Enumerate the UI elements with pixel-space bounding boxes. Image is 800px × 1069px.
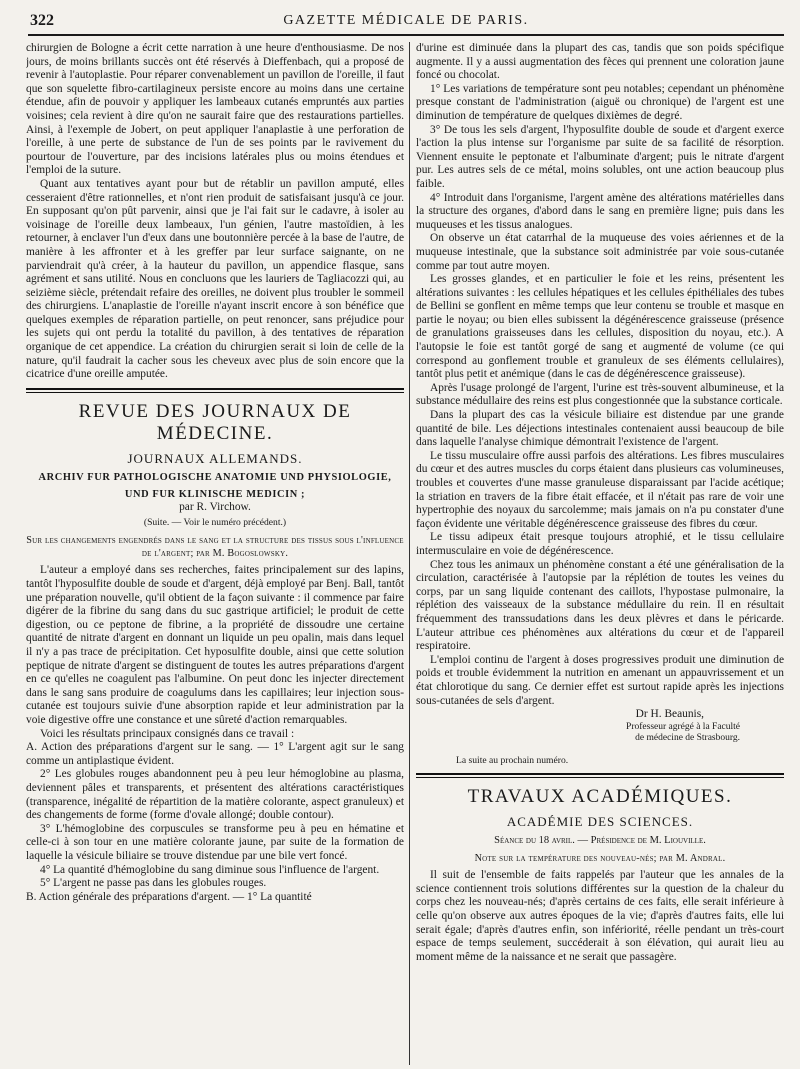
journal-name-line2: UND FUR KLINISCHE MEDICIN ;: [124, 488, 306, 500]
paragraph: A. Action des préparations d'argent sur le sang. — 1° L'argent agit sur le sang comme un antiplastique évident.: [26, 741, 404, 767]
paragraph: chirurgien de Bologne a écrit cette narration à une heure d'enthousiasme. De nos jours, de moins brillants succès ont été réservés à Dieffenbach, qui a proposé de revenir à l'autoplastie. Pour réparer convenablement un pavillon de l'oreille, il faut que son squelette fibro-cartilagineux persiste encore au moins dans une certaine étendue, afin de pouvoir y appliquer les lambeaux cutanés empruntés aux parties voisines; cela revient à dire qu'on ne saurait faire que des restaurations partielles. Ainsi, à l'exemple de Jobert, on peut appliquer l'anaplastie à une perforation de l'oreille, à une perte de substance de l'un de ses points par le ravivement du pourtour de l'ouverture, par des incisions latérales plus ou moins étendues et l'emploi de la suture.: [26, 42, 404, 177]
page-number: 322: [30, 12, 54, 29]
journal-name-line1: ARCHIV FUR PATHOLOGISCHE ANATOMIE UND PHYSIOLOGIE,: [38, 471, 392, 483]
suite-note: (Suite. — Voir le numéro précédent.): [143, 517, 287, 529]
section-subtitle-academie: ACADÉMIE DES SCIENCES.: [506, 814, 694, 830]
left-column: [26, 42, 404, 1065]
section-subtitle: JOURNAUX ALLEMANDS.: [127, 450, 303, 466]
paragraph: Le tissu adipeux était presque toujours atrophié, et le tissu cellulaire intermusculaire en voie de dégénérescence.: [416, 531, 784, 557]
paragraph: 3° De tous les sels d'argent, l'hyposulfite double de soude et d'argent exerce l'action la plus intense sur l'organisme par suite de sa facilité de résorption. Viennent ensuite le peptonate et l'albuminate d'argent; puis le nitrate d'argent pur. Les autres sels de ce métal, moins solubles, ont une action beaucoup plus faible.: [416, 123, 784, 190]
paragraph: Les grosses glandes, et en particulier le foie et les reins, présentent les altérations suivantes : les cellules hépatiques et les cellules épithéliales des tubes de Bellini se gonflent en même temps que leur contenu se trouble et masque en partie le noyau; ou bien elles subissent la dégénérescence graisseuse (présence de granulations graisseuses dans les cellules, disposition du noyau, etc.). A l'autopsie le foie est tantôt gorgé de sang et augmenté de volume (ce qui correspond au gonflement trouble et granuleux de ses éléments cellulaires), tantôt plus petit et anémique (dans le cas de dégénérescence graisseuse).: [416, 273, 784, 381]
journal-author: par R. Virchow.: [179, 500, 251, 513]
section-title-travaux: TRAVAUX ACADÉMIQUES.: [467, 786, 733, 808]
paragraph: On observe un état catarrhal de la muqueuse des voies aériennes et de la muqueuse intestinale, que la substance soit administrée par voie sous-cutanée comme par tout autre moyen.: [416, 232, 784, 272]
paragraph: Chez tous les animaux un phénomène constant a été une généralisation de la circulation, caractérisée à l'autopsie par la réplétion de toutes les veines du corps, par un sang liquide contenant des caillots, l'hypostase pulmonaire, la réplétion des vaisseaux de la substance médullaire du rein. Il en résultait fréquemment des transsudations dans les deux plèvres et dans le péricarde. L'auteur attribue ces phénomènes aux altérations du cœur et de l'appareil respiratoire.: [416, 558, 784, 653]
signature-affiliation-2: de médecine de Strasbourg.: [635, 732, 740, 743]
paragraph: 4° La quantité d'hémoglobine du sang diminue sous l'influence de l'argent.: [40, 863, 380, 876]
section-title-revue: REVUE DES JOURNAUX DE MÉDECINE.: [78, 400, 352, 444]
paragraph: 5° L'argent ne passe pas dans les globules rouges.: [40, 877, 267, 890]
paragraph: 3° L'hémoglobine des corpuscules se transforme peu à peu en hématine et celle-ci à son tour en une matière colorante jaune, par suite de la formation de laquelle la vésicule biliaire se trouve distendue par une bile vert foncé.: [26, 822, 404, 862]
section-divider: [26, 388, 404, 393]
section-divider: [416, 773, 784, 778]
session-line: Séance du 18 avril. — Présidence de M. Liouville.: [494, 835, 706, 847]
page-header: [28, 10, 784, 36]
article-title: Sur les changements engendrés dans le sang et la structure des tissus sous l'influence de l'argent; par M. Bogoslowsky.: [26, 535, 404, 560]
note-title: Note sur la température des nouveau-nés; par M. Andral.: [474, 853, 726, 865]
paragraph: B. Action générale des préparations d'argent. — 1° La quantité: [26, 890, 312, 903]
paragraph: d'urine est diminuée dans la plupart des cas, tandis que son poids spécifique augmente. Il y a aussi augmentation des fèces qui prennent une coloration jaune foncé ou chocolat.: [416, 42, 784, 82]
signature-affiliation-1: Professeur agrégé à la Faculté: [626, 721, 740, 732]
right-column: [416, 42, 784, 1065]
signature-name: Dr H. Beaunis,: [635, 708, 704, 721]
paragraph: Le tissu musculaire offre aussi parfois des altérations. Les fibres musculaires du cœur et des autres muscles du corps étaient dans plusieurs cas volumineuses, troubles et couvertes d'une masse granuleuse disparaissant par l'acide acétique; la striation en travers de la fibre était effacée, et il n'était pas rare de voir une hypertrophie des noyaux du sarcolemme; mais jamais on n'a pu constater d'une façon évidente une véritable dégénérescence graisseuse des fibres du cœur.: [416, 449, 784, 530]
paragraph: L'auteur a employé dans ses recherches, faites principalement sur des lapins, tantôt l'hyposulfite double de soude et d'argent, déjà employé par Benj. Ball, tantôt une préparation nouvelle, qu'il obtient de la façon suivante : il commence par faire digérer de la fibrine du sang dans du suc gastrique artificiel; le produit de cette digestion, ou ce peptone de fibrine, a la propriété de dissoudre une certaine quantité de nitrate d'argent en donnant un liquide un peu opalin, mais dans lequel il n'y a pas trace de précipitation. Cet hyposulfite double, ainsi que cette solution peptique de nitrate d'argent se distinguent de toutes les autres préparations d'argent en ce qu'elles ne coagulent pas l'albumine. On peut donc les injecter directement dans le sang sans produire de coagulums dans les capillaires; leur injection sous-cutanée est toujours suivie d'une absorption rapide et leur administration par la voie digestive offre une constance et une sûreté d'action remarquables.: [26, 564, 404, 726]
paragraph: Quant aux tentatives ayant pour but de rétablir un pavillon amputé, elles cesseraient d'être rationnelles, et n'ont rien produit de satisfaisant jusqu'à ce jour. En supposant qu'on pût parvenir, ainsi que je l'ai fait sur le cadavre, à isoler au voisinage de l'oreille deux lambeaux, l'un génien, l'autre mastoïdien, à les retourner, à enclaver l'un d'eux dans une boutonnière percée à la base de l'autre, de manière à les affronter et à les greffer par leur surface saignante, on ne parviendrait qu'à créer, à la hauteur du pavillon, un appendice flasque, sans agrément et sans utilité. Nous en concluons que les lauriers de Tagliacozzi qui, au seizième siècle, prétendait refaire des oreilles, ne doivent plus troubler le sommeil des chirurgiens. L'anaplastie de l'oreille n'ayant inscrit encore à son bénéfice que quelques exemples de réparation partielle, on peut renoncer, sans préjudice pour les sujets qui ont perdu la totalité du pavillon, à des tentatives de réparation organique de cet appendice. La création du chirurgien serait si loin de celle de la nature, qu'il faudrait la cacher sous les cheveux avec plus de soin encore que la cicatrice d'une oreille amputée.: [26, 177, 404, 381]
paragraph: Après l'usage prolongé de l'argent, l'urine est très-souvent albumineuse, et la substance médullaire des reins est plus congestionnée que la substance corticale.: [416, 381, 784, 408]
paragraph: 4° Introduit dans l'organisme, l'argent amène des altérations matérielles dans la structure des organes, d'abord dans le sang en première ligne; puis dans les muqueuses et les tissus analogues.: [416, 191, 784, 231]
paragraph: 1° Les variations de température sont peu notables; cependant un phénomène presque constant de l'administration (aiguë ou chronique) de l'argent est une diminution de température de quelques dixièmes de degré.: [416, 82, 784, 122]
column-divider: [409, 42, 410, 1065]
paragraph: Dans la plupart des cas la vésicule biliaire est distendue par une grande quantité de bile. Les déjections intestinales contenaient aussi beaucoup de bile dans laquelle l'analyse chimique démontrait l'existence de l'argent.: [416, 409, 784, 449]
paragraph: Il suit de l'ensemble de faits rappelés par l'auteur que les annales de la science contiennent trois solutions différentes sur la question de la chaleur du corps chez les nouveau-nés; d'après certains de ces faits, elle serait inférieure à celle qu'on observe aux autres époques de la vie; d'après d'autres faits, elle lui serait égale; d'après d'autres enfin, son infériorité, réelle pendant un très-court espace de temps seulement, succéderait à son élévation, qui aurait lieu au moment même de la naissance et ne serait que passagère.: [416, 869, 784, 963]
paragraph: Voici les résultats principaux consignés dans ce travail :: [40, 727, 295, 740]
continued-note: La suite au prochain numéro.: [456, 754, 569, 766]
journal-title: GAZETTE MÉDICALE DE PARIS.: [283, 13, 529, 28]
paragraph: 2° Les globules rouges abandonnent peu à peu leur hémoglobine au plasma, deviennent pâles et transparents, et présentent des altérations caractéristiques (transparence, inégalité de répartition de la matière colorante, aspect granuleux) et des changements de forme (forme d'ovale allongé; double contour).: [26, 768, 404, 822]
paragraph: L'emploi continu de l'argent à doses progressives produit une diminution de poids et trouble évidemment la nutrition en amenant un appauvrissement et un état chlorotique du sang. Ce dernier effet est surtout rapide après les injections sous-cutanées de sels d'argent.: [416, 653, 784, 707]
